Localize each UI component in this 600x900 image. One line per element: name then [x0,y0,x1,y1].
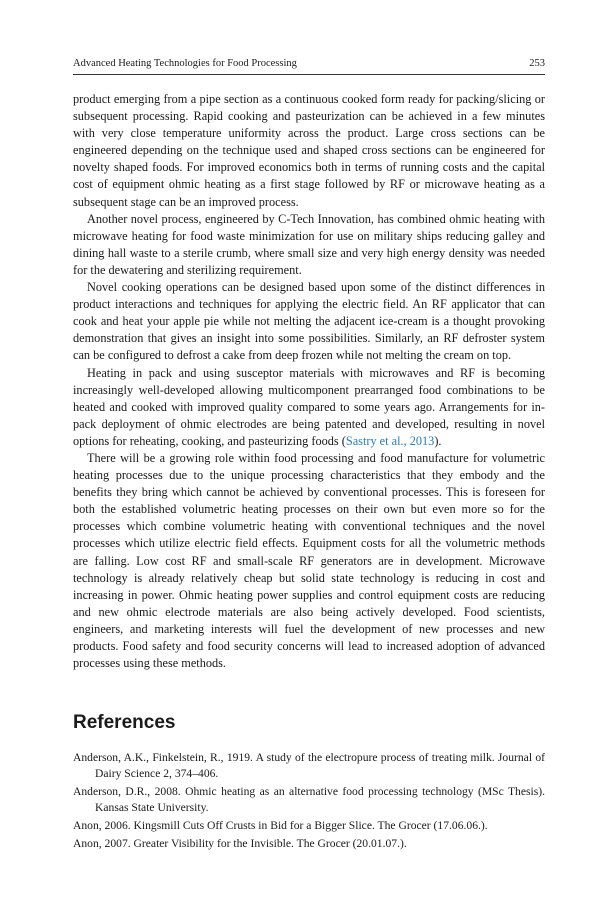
references-heading: References [73,712,176,733]
header-rule [73,74,545,75]
page-number: 253 [529,58,545,69]
paragraph-3: Novel cooking operations can be designed based upon some of the distinct differences in product interactions and techniques for applying the electric field. An RF applicator that can cook and heat your apple pie while not melting the adjacent ice-cream is a thought provoking demonstration that gives an insight into some possibilities. Similarly, an RF defroster system can be configured to defrost a cake from deep frozen while not melting the cream on top. [73,280,545,363]
paragraph-1: product emerging from a pipe section as a continuous cooked form ready for packing/slicing or subsequent processing. Rapid cooking and pasteurization can be achieved in a few minutes with very close temperature uniformity across the product. Large cross sections can be engineered depending on the technique used and shaped cross sections can be engineered for novelty shaped foods. For improved economics both in terms of running costs and the capital cost of equipment ohmic heating as a first stage followed by RF or microwave heating as a subsequent stage can be an improved process. [73,92,545,209]
running-header [73,56,545,72]
citation-link-sastry-2013[interactable]: Sastry et al., 2013 [345,433,435,448]
paragraph-4-text-before: Heating in pack and using susceptor materials with microwaves and RF is becoming increasingly well-developed allowing multicomponent prearranged food combinations to be heated and cooked with improved quality compared to some years ago. Arrangements for in-pack deployment of ohmic electrodes are being patented and developed, resulting in novel options for reheating, cooking, and pasteurizing foods ( [73,365,545,448]
reference-item: Anon, 2006. Kingsmill Cuts Off Crusts in Bid for a Bigger Slice. The Grocer (17.06.06.). [73,819,488,833]
running-title: Advanced Heating Technologies for Food Processing [73,58,297,69]
paragraph-2: Another novel process, engineered by C-Tech Innovation, has combined ohmic heating with microwave heating for food waste minimization for use on military ships reducing galley and dining hall waste to a sterile crumb, where small size and very high energy density was needed for the dewatering and sterilizing requirement. [73,211,545,277]
paragraph-4 [73,365,545,450]
paragraph-5: There will be a growing role within food processing and food manufacture for volumetric heating processes due to the unique processing characteristics that they embody and the benefits they bring which cannot be achieved by conventional processes. This is foreseen for both the established volumetric heating processes on their own but even more so for the processes which combine volumetric heating with conventional techniques and the novel processes which utilize electric field effects. Equipment costs for all the volumetric methods are falling. Low cost RF and small-scale RF generators are in development. Microwave technology is already relatively cheap but solid state technology is reducing in cost and increasing in power. Ohmic heating power supplies and control equipment costs are reducing and new ohmic electrode materials are also being actively developed. Food scientists, engineers, and marketing interests will fuel the development of new processes and new products. Food safety and food security concerns will lead to increased adoption of advanced processes using these methods. [73,450,545,671]
reference-item: Anderson, A.K., Finkelstein, R., 1919. A study of the electropure process of treating milk. Journal of Dairy Science 2, 374–406. [73,751,545,781]
reference-item: Anon, 2007. Greater Visibility for the Invisible. The Grocer (20.01.07.). [73,836,407,850]
references-list [73,750,545,854]
paragraph-4-text-after: ). [434,433,442,448]
reference-item: Anderson, D.R., 2008. Ohmic heating as an alternative food processing technology (MSc Thesis). Kansas State University. [73,785,545,815]
body-text [73,91,545,672]
